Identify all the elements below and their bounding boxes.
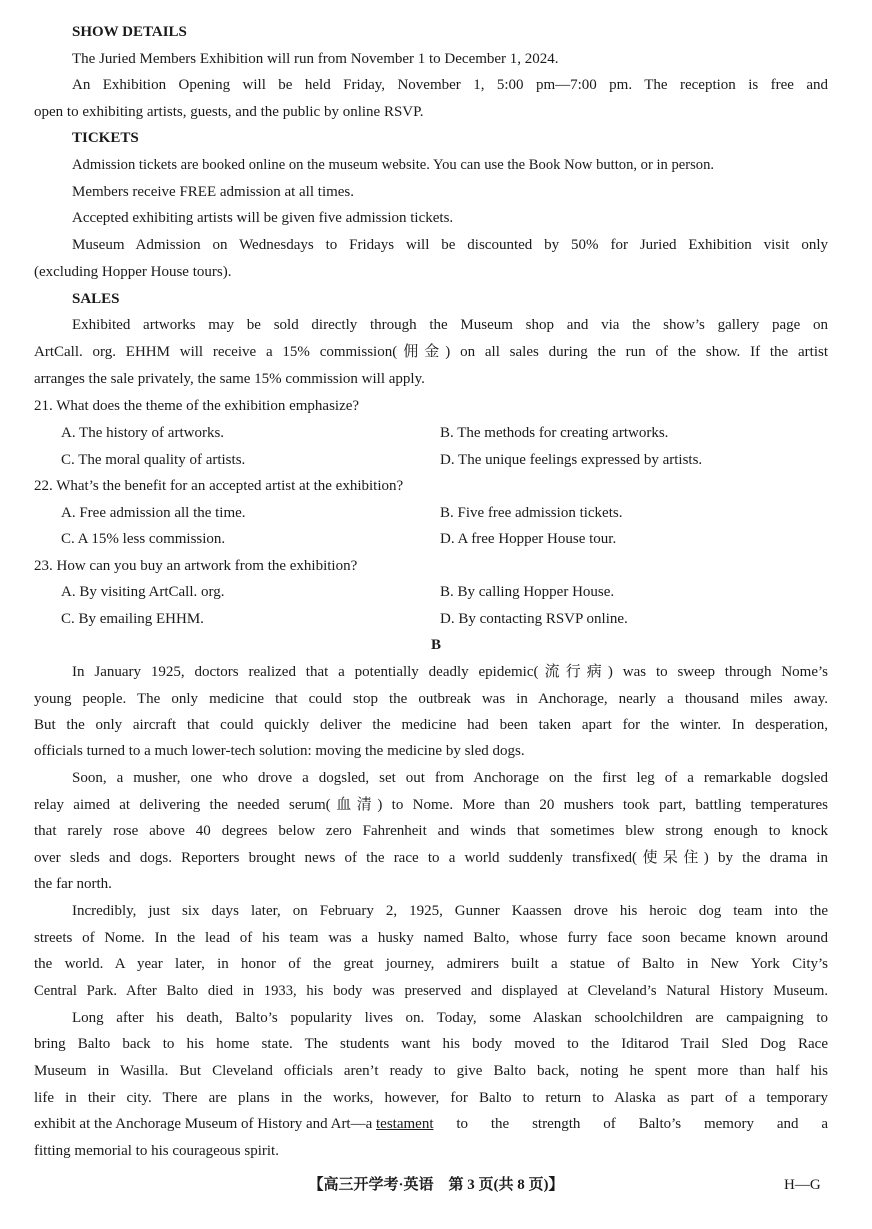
- tickets-line: Accepted exhibiting artists will be given five admission tickets.: [72, 210, 454, 226]
- tickets-line: Admission tickets are booked online on the museum website. You can use the Book Now button, or in person.: [72, 157, 715, 173]
- answer-option: D. The unique feelings expressed by artists.: [440, 452, 703, 468]
- passage-text: exhibit at the Anchorage Museum of History and Art—a: [34, 1116, 377, 1132]
- passage-line: the far north.: [34, 876, 112, 892]
- passage-line: Long after his death, Balto’s popularity lives on. Today, some Alaskan schoolchildren are campaigning to: [72, 1010, 828, 1026]
- passage-line: over sleds and dogs. Reporters brought news of the race to a world suddenly transfixed(使呆住) by the drama in: [34, 850, 828, 866]
- tickets-heading: TICKETS: [72, 130, 139, 146]
- tickets-line: Members receive FREE admission at all times.: [72, 184, 355, 200]
- passage-line: Incredibly, just six days later, on February 2, 1925, Gunner Kaassen drove his heroic dog team into the: [72, 903, 828, 919]
- show-details-line: open to exhibiting artists, guests, and the public by online RSVP.: [34, 104, 424, 120]
- section-b-label: B: [430, 637, 441, 653]
- passage-line: young people. The only medicine that could stop the outbreak was in Anchorage, nearly a thousand miles away.: [34, 691, 828, 707]
- answer-option: C. The moral quality of artists.: [61, 452, 246, 468]
- show-details-line: An Exhibition Opening will be held Friday, November 1, 5:00 pm—7:00 pm. The reception is free and: [72, 77, 828, 93]
- passage-line: that rarely rose above 40 degrees below zero Fahrenheit and winds that sometimes blew strong enough to knock: [34, 823, 828, 839]
- passage-line: officials turned to a much lower-tech solution: moving the medicine by sled dogs.: [34, 743, 525, 759]
- answer-option: B. By calling Hopper House.: [440, 584, 615, 600]
- answer-option: A. By visiting ArtCall. org.: [61, 584, 225, 600]
- question-stem: 23. How can you buy an artwork from the exhibition?: [34, 558, 358, 574]
- answer-option: D. By contacting RSVP online.: [440, 611, 628, 627]
- tickets-line: (excluding Hopper House tours).: [34, 264, 232, 280]
- sales-line: Exhibited artworks may be sold directly through the Museum shop and via the show’s gallery page on: [72, 317, 828, 333]
- sales-line: ArtCall. org. EHHM will receive a 15% commission(佣金) on all sales during the run of the show. If the artist: [34, 344, 828, 360]
- answer-option: A. The history of artworks.: [61, 425, 225, 441]
- underlined-word: testament: [376, 1116, 434, 1132]
- answer-option: D. A free Hopper House tour.: [440, 531, 617, 547]
- paper-code: H—G: [784, 1177, 821, 1193]
- show-details-heading: SHOW DETAILS: [72, 24, 187, 40]
- answer-option: A. Free admission all the time.: [61, 505, 246, 521]
- passage-line: bring Balto back to his home state. The students want his body moved to the Iditarod Trail Sled Dog Race: [34, 1036, 828, 1052]
- tickets-line: Museum Admission on Wednesdays to Fridays will be discounted by 50% for Juried Exhibition visit only: [72, 237, 828, 253]
- passage-line: Museum in Wasilla. But Cleveland officials aren’t ready to give Balto back, noting he spent more than half his: [34, 1063, 828, 1079]
- answer-option: C. A 15% less commission.: [61, 531, 226, 547]
- passage-line: fitting memorial to his courageous spirit.: [34, 1143, 279, 1159]
- page-footer: 【高三开学考·英语 第 3 页(共 8 页)】: [308, 1177, 564, 1193]
- passage-line: the world. A year later, in honor of the great journey, admirers built a statue of Balto in New York City’s: [34, 956, 828, 972]
- answer-option: B. The methods for creating artworks.: [440, 425, 669, 441]
- answer-option: C. By emailing EHHM.: [61, 611, 204, 627]
- sales-line: arranges the sale privately, the same 15% commission will apply.: [34, 371, 425, 387]
- passage-line: streets of Nome. In the lead of his team was a husky named Balto, whose furry face soon became known around: [34, 930, 828, 946]
- passage-text: to the strength of Balto’s memory and a: [433, 1116, 828, 1132]
- passage-line: [34, 1114, 828, 1134]
- passage-line: But the only aircraft that could quickly deliver the medicine had been taken apart for the winter. In desperation,: [34, 717, 828, 733]
- show-details-line: The Juried Members Exhibition will run from November 1 to December 1, 2024.: [72, 51, 559, 67]
- passage-line: life in their city. There are plans in the works, however, for Balto to return to Alaska as part of a temporary: [34, 1090, 828, 1106]
- passage-line: In January 1925, doctors realized that a potentially deadly epidemic(流行病) was to sweep through Nome’s: [72, 664, 828, 680]
- passage-line: relay aimed at delivering the needed serum(血清) to Nome. More than 20 mushers took part, battling temperatures: [34, 797, 828, 813]
- question-stem: 21. What does the theme of the exhibition emphasize?: [34, 398, 360, 414]
- passage-line: Soon, a musher, one who drove a dogsled, set out from Anchorage on the first leg of a remarkable dogsled: [72, 770, 828, 786]
- question-stem: 22. What’s the benefit for an accepted artist at the exhibition?: [34, 478, 404, 494]
- passage-line: Central Park. After Balto died in 1933, his body was preserved and displayed at Cleveland’s Natural History Museum.: [34, 983, 828, 999]
- answer-option: B. Five free admission tickets.: [440, 505, 623, 521]
- sales-heading: SALES: [72, 291, 120, 307]
